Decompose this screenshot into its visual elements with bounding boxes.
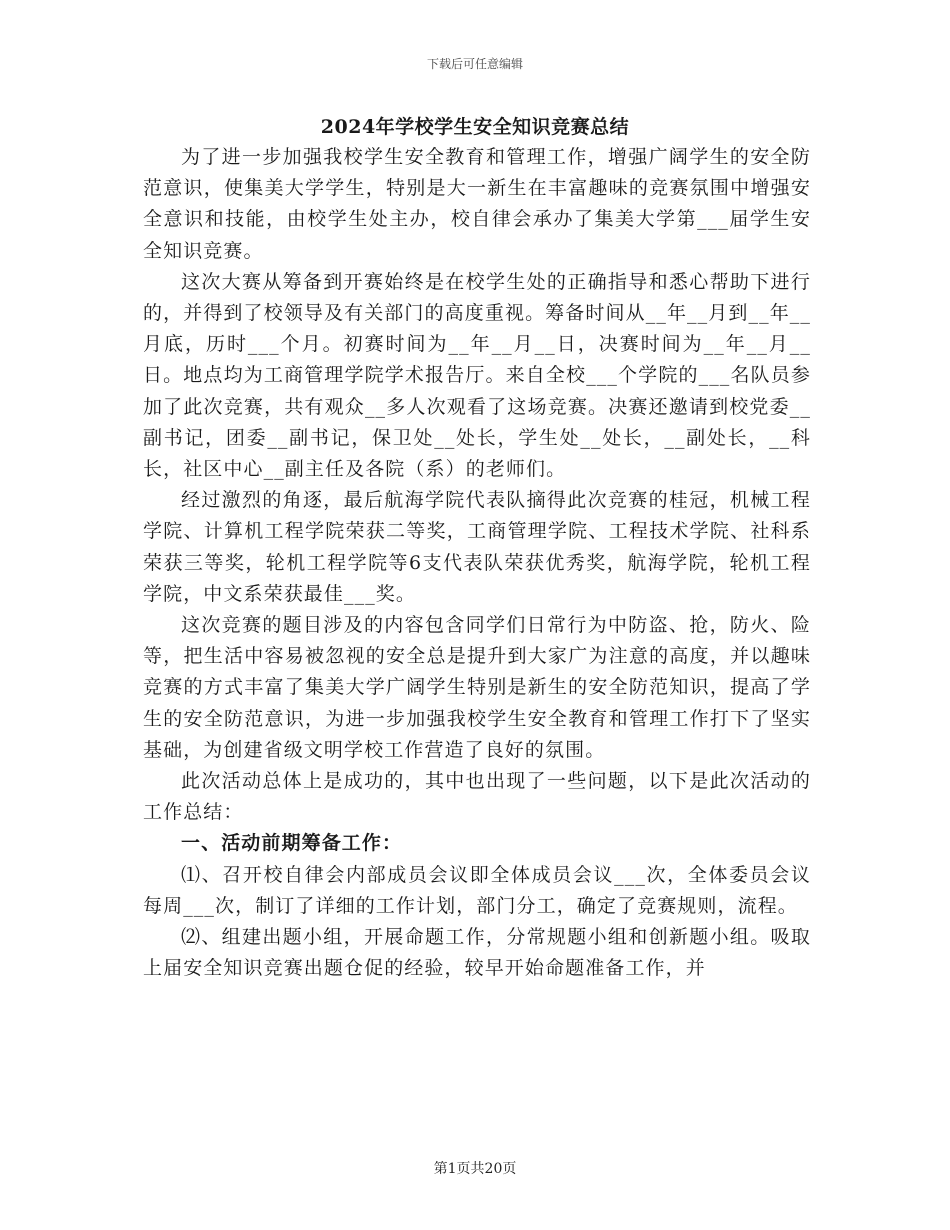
page-header-note: 下载后可任意编辑: [426, 57, 523, 71]
section-heading: 一、活动前期筹备工作：: [181, 832, 403, 855]
body-paragraph-3: 经过激烈的角逐，最后航海学院代表队摘得此次竞赛的桂冠，机械工程学院、计算机工程学院荣获二等奖，工商管理学院、工程技术学院、社科系荣获三等奖，轮机工程学院等6支代表队荣获优秀奖，航海学院，轮机工程学院，中文系荣获最佳___奖。: [143, 489, 811, 605]
body-paragraph-5: 此次活动总体上是成功的，其中也出现了一些问题，以下是此次活动的工作总结：: [143, 770, 811, 824]
body-paragraph-2: 这次大赛从筹备到开赛始终是在校学生处的正确指导和悉心帮助下进行的，并得到了校领导及有关部门的高度重视。筹备时间从__年__月到__年__月底，历时___个月。初赛时间为__年__月__日，决赛时间为__年__月__日。地点均为工商管理学院学术报告厅。来自全校___个学院的___名队员参加了此次竞赛，共有观众__多人次观看了这场竞赛。决赛还邀请到校党委__副书记，团委__副书记，保卫处__处长，学生处__处长，__副处长，__科长，社区中心__副主任及各院（系）的老师们。: [143, 270, 811, 481]
body-paragraph-1: 为了进一步加强我校学生安全教育和管理工作，增强广阔学生的安全防范意识，使集美大学学生，特别是大一新生在丰富趣味的竞赛氛围中增强安全意识和技能，由校学生处主办，校自律会承办了集美大学第___届学生安全知识竞赛。: [143, 146, 811, 262]
list-item-1: ⑴、召开校自律会内部成员会议即全体成员会议___次，全体委员会议每周___次，制订了详细的工作计划，部门分工，确定了竞赛规则，流程。: [143, 863, 811, 917]
document-title: 2024年学校学生安全知识竞赛总结: [320, 116, 630, 138]
list-item-2: ⑵、组建出题小组，开展命题工作，分常规题小组和创新题小组。吸取上届安全知识竞赛出题仓促的经验，较早开始命题准备工作，并: [143, 926, 811, 980]
document-body: [143, 142, 811, 984]
body-paragraph-4: 这次竞赛的题目涉及的内容包含同学们日常行为中防盗、抢，防火、险等，把生活中容易被忽视的安全总是提升到大家广为注意的高度，并以趣味竞赛的方式丰富了集美大学广阔学生特别是新生的安全防范知识，提高了学生的安全防范意识，为进一步加强我校学生安全教育和管理工作打下了坚实基础，为创建省级文明学校工作营造了良好的氛围。: [143, 614, 811, 761]
page-number: 第1页共20页: [433, 1161, 517, 1177]
